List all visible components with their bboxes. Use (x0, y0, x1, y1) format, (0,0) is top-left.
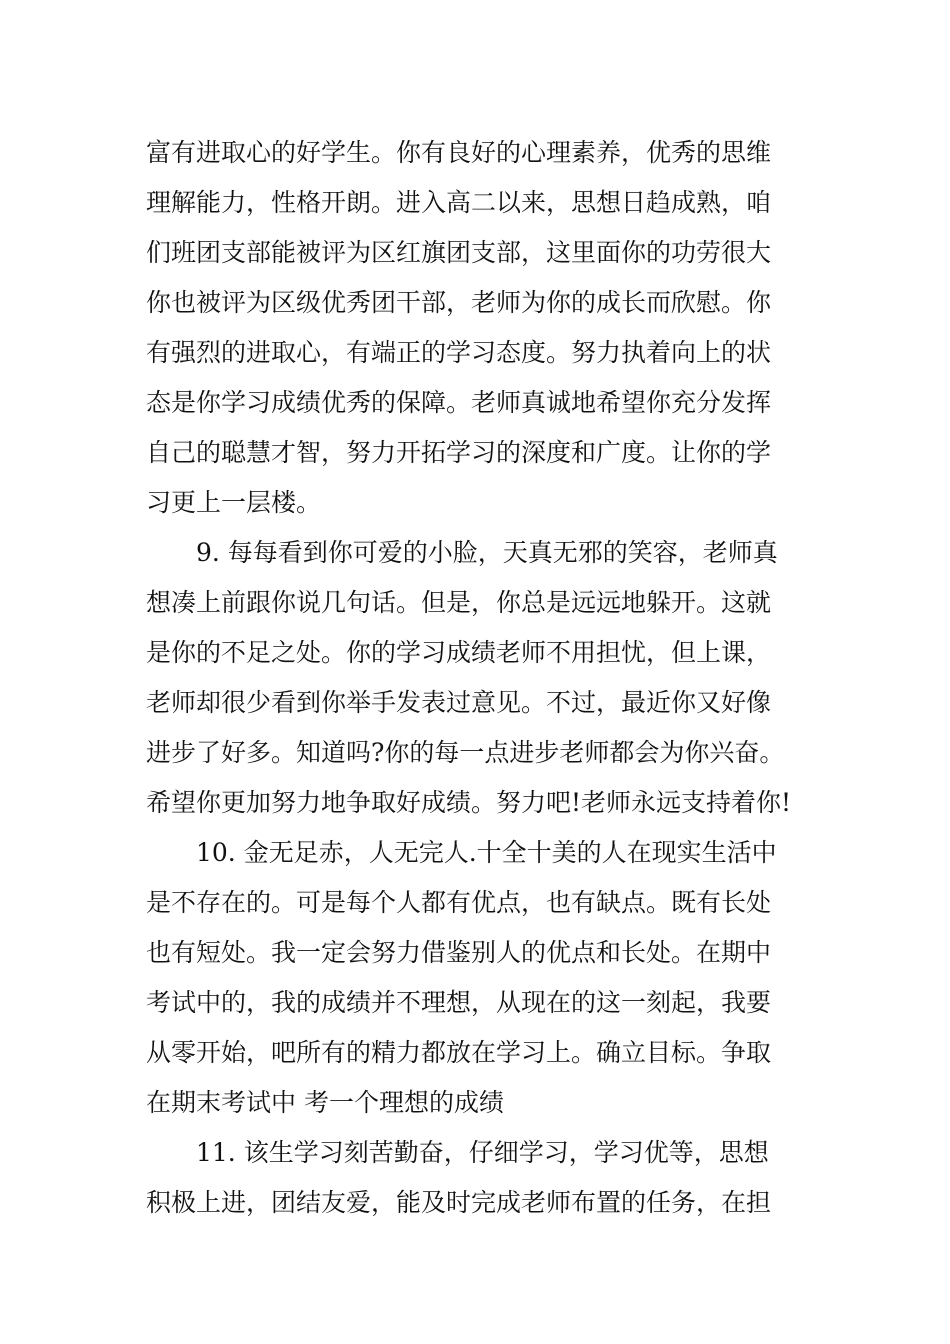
text-line: 积极上进，团结友爱，能及时完成老师布置的任务，在担 (146, 1188, 772, 1217)
text-line: 是不存在的。可是每个人都有优点，也有缺点。既有长处 (146, 888, 772, 917)
text-line: 老师却很少看到你举手发表过意见。不过，最近你又好像 (146, 688, 772, 717)
paragraph-10 (146, 828, 808, 1128)
paragraph-8-continued (146, 128, 808, 528)
text-line: 你也被评为区级优秀团干部，老师为你的成长而欣慰。你 (146, 288, 772, 317)
text-line: 有强烈的进取心，有端正的学习态度。努力执着向上的状 (146, 338, 772, 367)
text-line: 也有短处。我一定会努力借鉴别人的优点和长处。在期中 (146, 938, 772, 967)
text-line: 10. 金无足赤，人无完人.十全十美的人在现实生活中 (196, 838, 777, 867)
text-line: 在期末考试中 考一个理想的成绩 (146, 1088, 504, 1117)
text-line: 富有进取心的好学生。你有良好的心理素养，优秀的思维 (146, 138, 772, 167)
text-line: 9. 每每看到你可爱的小脸，天真无邪的笑容，老师真 (196, 538, 778, 567)
text-line: 态是你学习成绩优秀的保障。老师真诚地希望你充分发挥 (146, 388, 772, 417)
document-body (146, 128, 808, 1228)
text-line: 是你的不足之处。你的学习成绩老师不用担忧，但上课， (146, 638, 772, 667)
text-line: 希望你更加努力地争取好成绩。努力吧!老师永远支持着你! (146, 788, 792, 817)
text-line: 习更上一层楼。 (146, 488, 322, 517)
text-line: 们班团支部能被评为区红旗团支部，这里面你的功劳很大 (146, 238, 772, 267)
text-line: 进步了好多。知道吗?你的每一点进步老师都会为你兴奋。 (146, 738, 785, 767)
paragraph-11 (146, 1128, 808, 1228)
text-line: 理解能力，性格开朗。进入高二以来，思想日趋成熟，咱 (146, 188, 772, 217)
paragraph-9 (146, 528, 808, 828)
text-line: 11. 该生学习刻苦勤奋，仔细学习，学习优等，思想 (196, 1138, 769, 1167)
text-line: 想凑上前跟你说几句话。但是，你总是远远地躲开。这就 (146, 588, 772, 617)
text-line: 从零开始，吧所有的精力都放在学习上。确立目标。争取 (146, 1038, 772, 1067)
text-line: 自己的聪慧才智，努力开拓学习的深度和广度。让你的学 (146, 438, 772, 467)
text-line: 考试中的，我的成绩并不理想，从现在的这一刻起，我要 (146, 988, 772, 1017)
